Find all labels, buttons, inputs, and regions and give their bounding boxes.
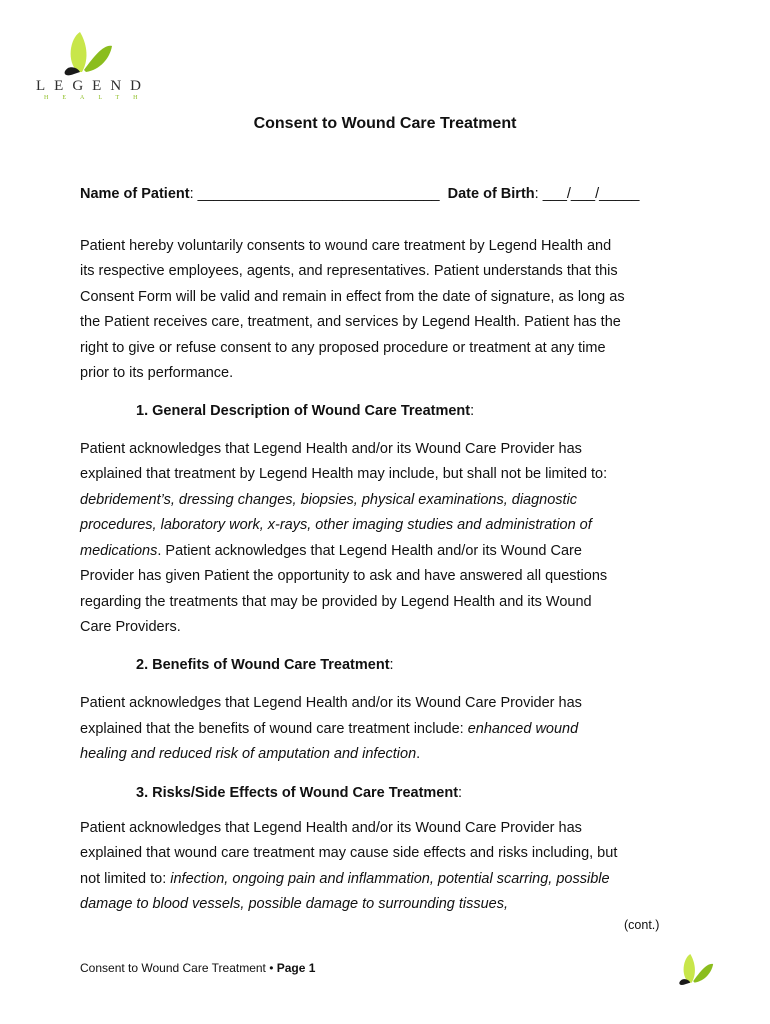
section-line: medications. Patient acknowledges that Legend Health and/or its Wound Care	[80, 543, 582, 559]
section-line: debridement’s, dressing changes, biopsies, physical examinations, diagnostic	[80, 492, 578, 508]
section-line: explained that the benefits of wound care treatment include: enhanced wound	[80, 721, 579, 737]
name-field[interactable]: : ______________________________	[189, 186, 440, 202]
butterfly-leaf-icon	[676, 950, 716, 988]
intro-line: Consent Form will be valid and remain in effect from the date of signature, as long as	[80, 289, 625, 305]
logo-wordmark: LEGEND	[36, 78, 150, 94]
intro-line: its respective employees, agents, and representatives. Patient understands that this	[80, 263, 618, 279]
logo-subtitle: HEALTH	[44, 95, 152, 101]
document-title: Consent to Wound Care Treatment	[253, 115, 517, 132]
section-line: explained that wound care treatment may cause side effects and risks including, but	[80, 845, 618, 861]
section-line: regarding the treatments that may be provided by Legend Health and its Wound	[80, 594, 592, 610]
section-line: damage to blood vessels, possible damage to surrounding tissues,	[80, 896, 509, 912]
section-heading: 1. General Description of Wound Care Treatment:	[136, 403, 475, 419]
page-number: Page 1	[276, 961, 316, 975]
dob-label: Date of Birth	[447, 186, 535, 202]
section-line: explained that treatment by Legend Health may include, but shall not be limited to:	[80, 466, 608, 482]
intro-line: the Patient receives care, treatment, and services by Legend Health. Patient has the	[80, 314, 621, 330]
section-line: Care Providers.	[80, 619, 181, 635]
section-heading: 3. Risks/Side Effects of Wound Care Treatment:	[136, 785, 463, 801]
page-footer: Consent to Wound Care Treatment • Page 1	[80, 961, 316, 975]
dob-field[interactable]: : ___/___/_____	[534, 186, 640, 202]
name-label: Name of Patient	[80, 186, 190, 202]
continued-note: (cont.)	[624, 918, 660, 932]
butterfly-leaf-icon	[60, 28, 116, 78]
intro-line: prior to its performance.	[80, 365, 234, 381]
section-heading: 2. Benefits of Wound Care Treatment:	[136, 657, 394, 673]
section-line: procedures, laboratory work, x-rays, other imaging studies and administration of	[80, 517, 592, 533]
section-line: Patient acknowledges that Legend Health and/or its Wound Care Provider has	[80, 441, 582, 457]
section-line: healing and reduced risk of amputation and infection.	[80, 746, 421, 762]
section-line: not limited to: infection, ongoing pain and inflammation, potential scarring, possible	[80, 871, 610, 887]
legend-health-logo	[36, 28, 152, 104]
section-line: Provider has given Patient the opportunity to ask and have answered all questions	[80, 568, 608, 584]
patient-info-line	[80, 184, 700, 204]
intro-line: right to give or refuse consent to any proposed procedure or treatment at any time	[80, 340, 606, 356]
intro-line: Patient hereby voluntarily consents to wound care treatment by Legend Health and	[80, 238, 612, 254]
section-line: Patient acknowledges that Legend Health and/or its Wound Care Provider has	[80, 820, 582, 836]
section-line: Patient acknowledges that Legend Health and/or its Wound Care Provider has	[80, 695, 582, 711]
